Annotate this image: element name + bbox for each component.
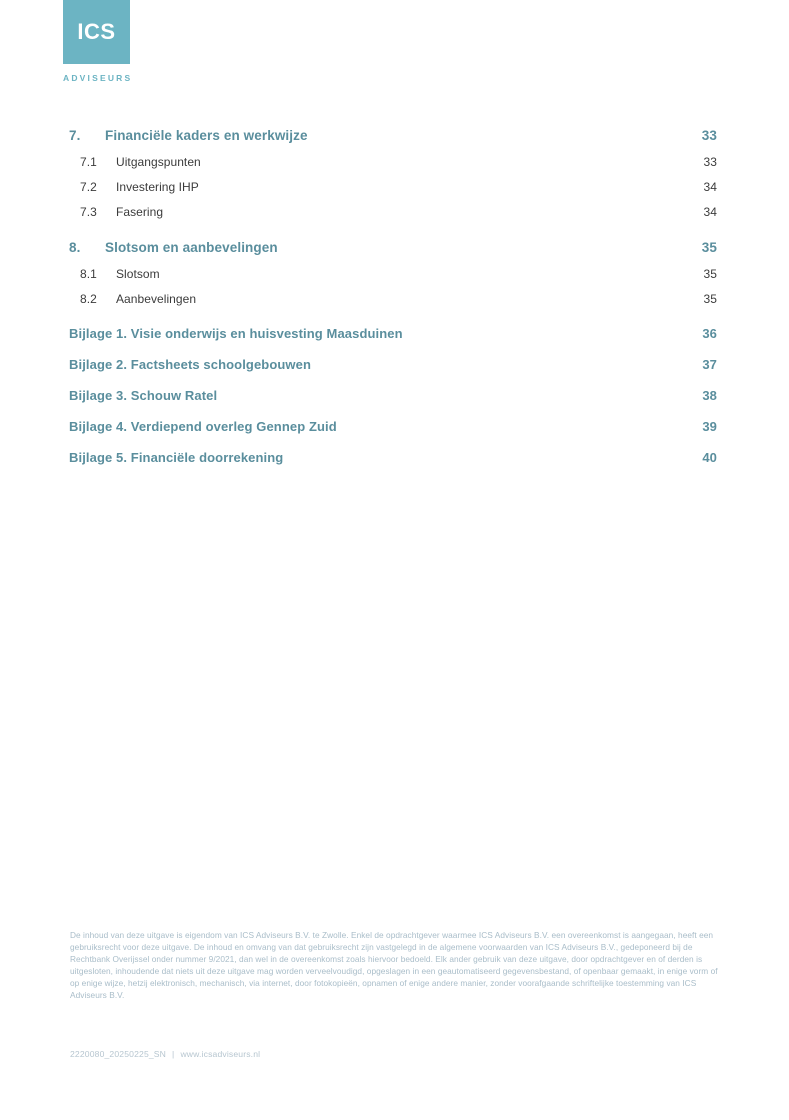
toc-entry[interactable] [69, 326, 717, 357]
toc-entry-page-number: 33 [701, 128, 717, 143]
toc-entry[interactable] [69, 267, 717, 292]
toc-entry-label: Bijlage 4. Verdiepend overleg Gennep Zuid [69, 419, 337, 434]
toc-entry-label: Slotsom [116, 267, 160, 281]
toc-entry-page-number: 38 [702, 388, 717, 403]
toc-entry-label: Bijlage 3. Schouw Ratel [69, 388, 218, 403]
toc-entry[interactable] [69, 357, 717, 388]
toc-entry-number: 7. [69, 128, 81, 143]
toc-entry-page-number: 39 [702, 419, 717, 434]
toc-entry-page-number: 36 [702, 326, 717, 341]
toc-entry-label: Bijlage 2. Factsheets schoolgebouwen [69, 357, 311, 372]
table-of-contents [69, 128, 717, 481]
footer-website-link[interactable]: www.icsadviseurs.nl [180, 1049, 261, 1059]
toc-entry-page-number: 33 [703, 155, 717, 169]
toc-entry[interactable] [69, 292, 717, 317]
toc-entry-label: Bijlage 1. Visie onderwijs en huisvesting Maasduinen [69, 326, 403, 341]
footer-separator: | [172, 1049, 175, 1059]
page-footer [70, 1049, 718, 1059]
toc-entry-number: 7.3 [80, 205, 97, 219]
toc-entry[interactable] [69, 450, 717, 481]
toc-entry-page-number: 34 [703, 180, 717, 194]
ics-adviseurs-logo [63, 0, 203, 83]
toc-entry-label: Financiële kaders en werkwijze [105, 128, 308, 143]
toc-entry-label: Slotsom en aanbevelingen [105, 240, 278, 255]
logo-subtitle: ADVISEURS [63, 73, 133, 83]
toc-entry[interactable] [69, 128, 717, 155]
toc-entry-number: 7.2 [80, 180, 97, 194]
toc-entry-number: 8.2 [80, 292, 97, 306]
toc-entry[interactable] [69, 388, 717, 419]
toc-entry-page-number: 37 [702, 357, 717, 372]
toc-entry-number: 8. [69, 240, 81, 255]
toc-entry-page-number: 40 [702, 450, 717, 465]
toc-entry[interactable] [69, 240, 717, 267]
toc-entry[interactable] [69, 205, 717, 230]
copyright-disclaimer: De inhoud van deze uitgave is eigendom van ICS Adviseurs B.V. te Zwolle. Enkel de opdrachtgever waarmee ICS Adviseurs B.V. een overeenkomst is aangegaan, heeft een gebruiksrecht voor deze uitgave. De inhoud en omvang van dat gebruiksrecht zijn vastgelegd in de algemene voorwaarden van ICS Adviseurs B.V., gedeponeerd bij de Rechtbank Overijssel onder nummer 9/2021, dan wel in de overeenkomst zoals hiervoor bedoeld. Elk ander gebruik van deze uitgave, door opdrachtgever en of derden is uitgesloten, inhoudende dat niets uit deze uitgave mag worden verveelvoudigd, opgeslagen in een geautomatiseerd gegevensbestand, of openbaar gemaakt, in enige vorm of op enige wijze, hetzij elektronisch, mechanisch, via internet, door fotokopieën, opnamen of enige andere manier, zonder voorafgaande schriftelijke toestemming van ICS Adviseurs B.V. [70, 930, 718, 1001]
toc-entry-page-number: 35 [703, 267, 717, 281]
toc-group-spacer [69, 230, 717, 240]
toc-entry-label: Investering IHP [116, 180, 199, 194]
toc-entry-page-number: 34 [703, 205, 717, 219]
toc-entry-number: 8.1 [80, 267, 97, 281]
toc-entry-number: 7.1 [80, 155, 97, 169]
toc-entry[interactable] [69, 419, 717, 450]
footer-document-code: 2220080_20250225_SN [70, 1049, 167, 1059]
toc-annex-spacer [69, 317, 717, 326]
toc-entry[interactable] [69, 180, 717, 205]
toc-entry-label: Bijlage 5. Financiële doorrekening [69, 450, 284, 465]
toc-entry-page-number: 35 [703, 292, 717, 306]
toc-entry[interactable] [69, 155, 717, 180]
toc-entry-label: Uitgangspunten [116, 155, 201, 169]
logo-square [63, 0, 130, 64]
toc-entry-label: Aanbevelingen [116, 292, 197, 306]
toc-entry-page-number: 35 [701, 240, 717, 255]
toc-entry-label: Fasering [116, 205, 164, 219]
logo-text: ICS [77, 19, 116, 44]
